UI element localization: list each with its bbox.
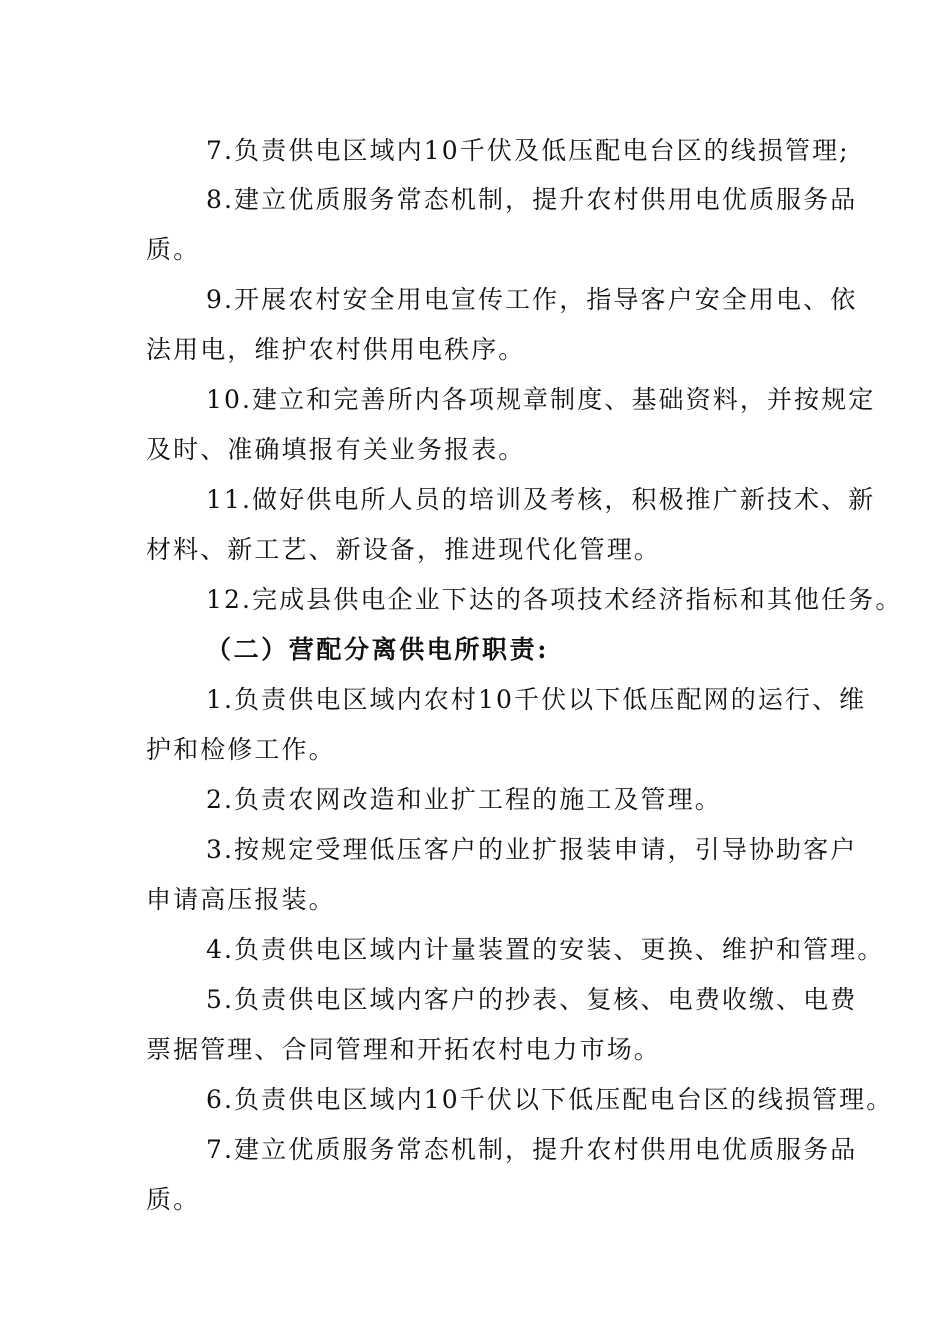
paragraph-item-8-line-2: 质。 [146,235,201,264]
duty-item-3-line-1: 3.按规定受理低压客户的业扩报装申请，引导协助客户 [206,835,858,864]
paragraph-item-8-line-1: 8.建立优质服务常态机制，提升农村供用电优质服务品 [206,185,858,214]
duty-item-3-line-2: 申请高压报装。 [146,885,336,914]
duty-item-1-line-1: 1.负责供电区域内农村10千伏以下低压配网的运行、维 [206,685,867,714]
duty-item-6-line-1: 6.负责供电区域内10千伏以下低压配电台区的线损管理。 [206,1085,894,1114]
paragraph-item-11-line-1: 11.做好供电所人员的培训及考核，积极推广新技术、新 [206,485,876,514]
duty-item-5-line-2: 票据管理、合同管理和开拓农村电力市场。 [146,1035,661,1064]
paragraph-item-7-line-1: 7.负责供电区域内10千伏及低压配电台区的线损管理; [206,136,850,165]
duty-item-4-line-1: 4.负责供电区域内计量装置的安装、更换、维护和管理。 [206,935,885,964]
duty-item-1-line-2: 护和检修工作。 [146,735,336,764]
duty-item-5-line-1: 5.负责供电区域内客户的抄表、复核、电费收缴、电费 [206,985,858,1014]
paragraph-item-10-line-1: 10.建立和完善所内各项规章制度、基础资料，并按规定 [206,385,876,414]
paragraph-item-11-line-2: 材料、新工艺、新设备，推进现代化管理。 [146,535,661,564]
paragraph-item-9-line-2: 法用电，维护农村供用电秩序。 [146,335,526,364]
paragraph-item-9-line-1: 9.开展农村安全用电宣传工作，指导客户安全用电、依 [206,285,858,314]
paragraph-item-12-line-1: 12.完成县供电企业下达的各项技术经济指标和其他任务。 [206,585,903,614]
section-heading: （二）营配分离供电所职责: [206,635,550,664]
duty-item-7-line-1: 7.建立优质服务常态机制，提升农村供用电优质服务品 [206,1135,858,1164]
duty-item-7-line-2: 质。 [146,1185,201,1214]
paragraph-item-10-line-2: 及时、准确填报有关业务报表。 [146,435,526,464]
duty-item-2-line-1: 2.负责农网改造和业扩工程的施工及管理。 [206,785,722,814]
